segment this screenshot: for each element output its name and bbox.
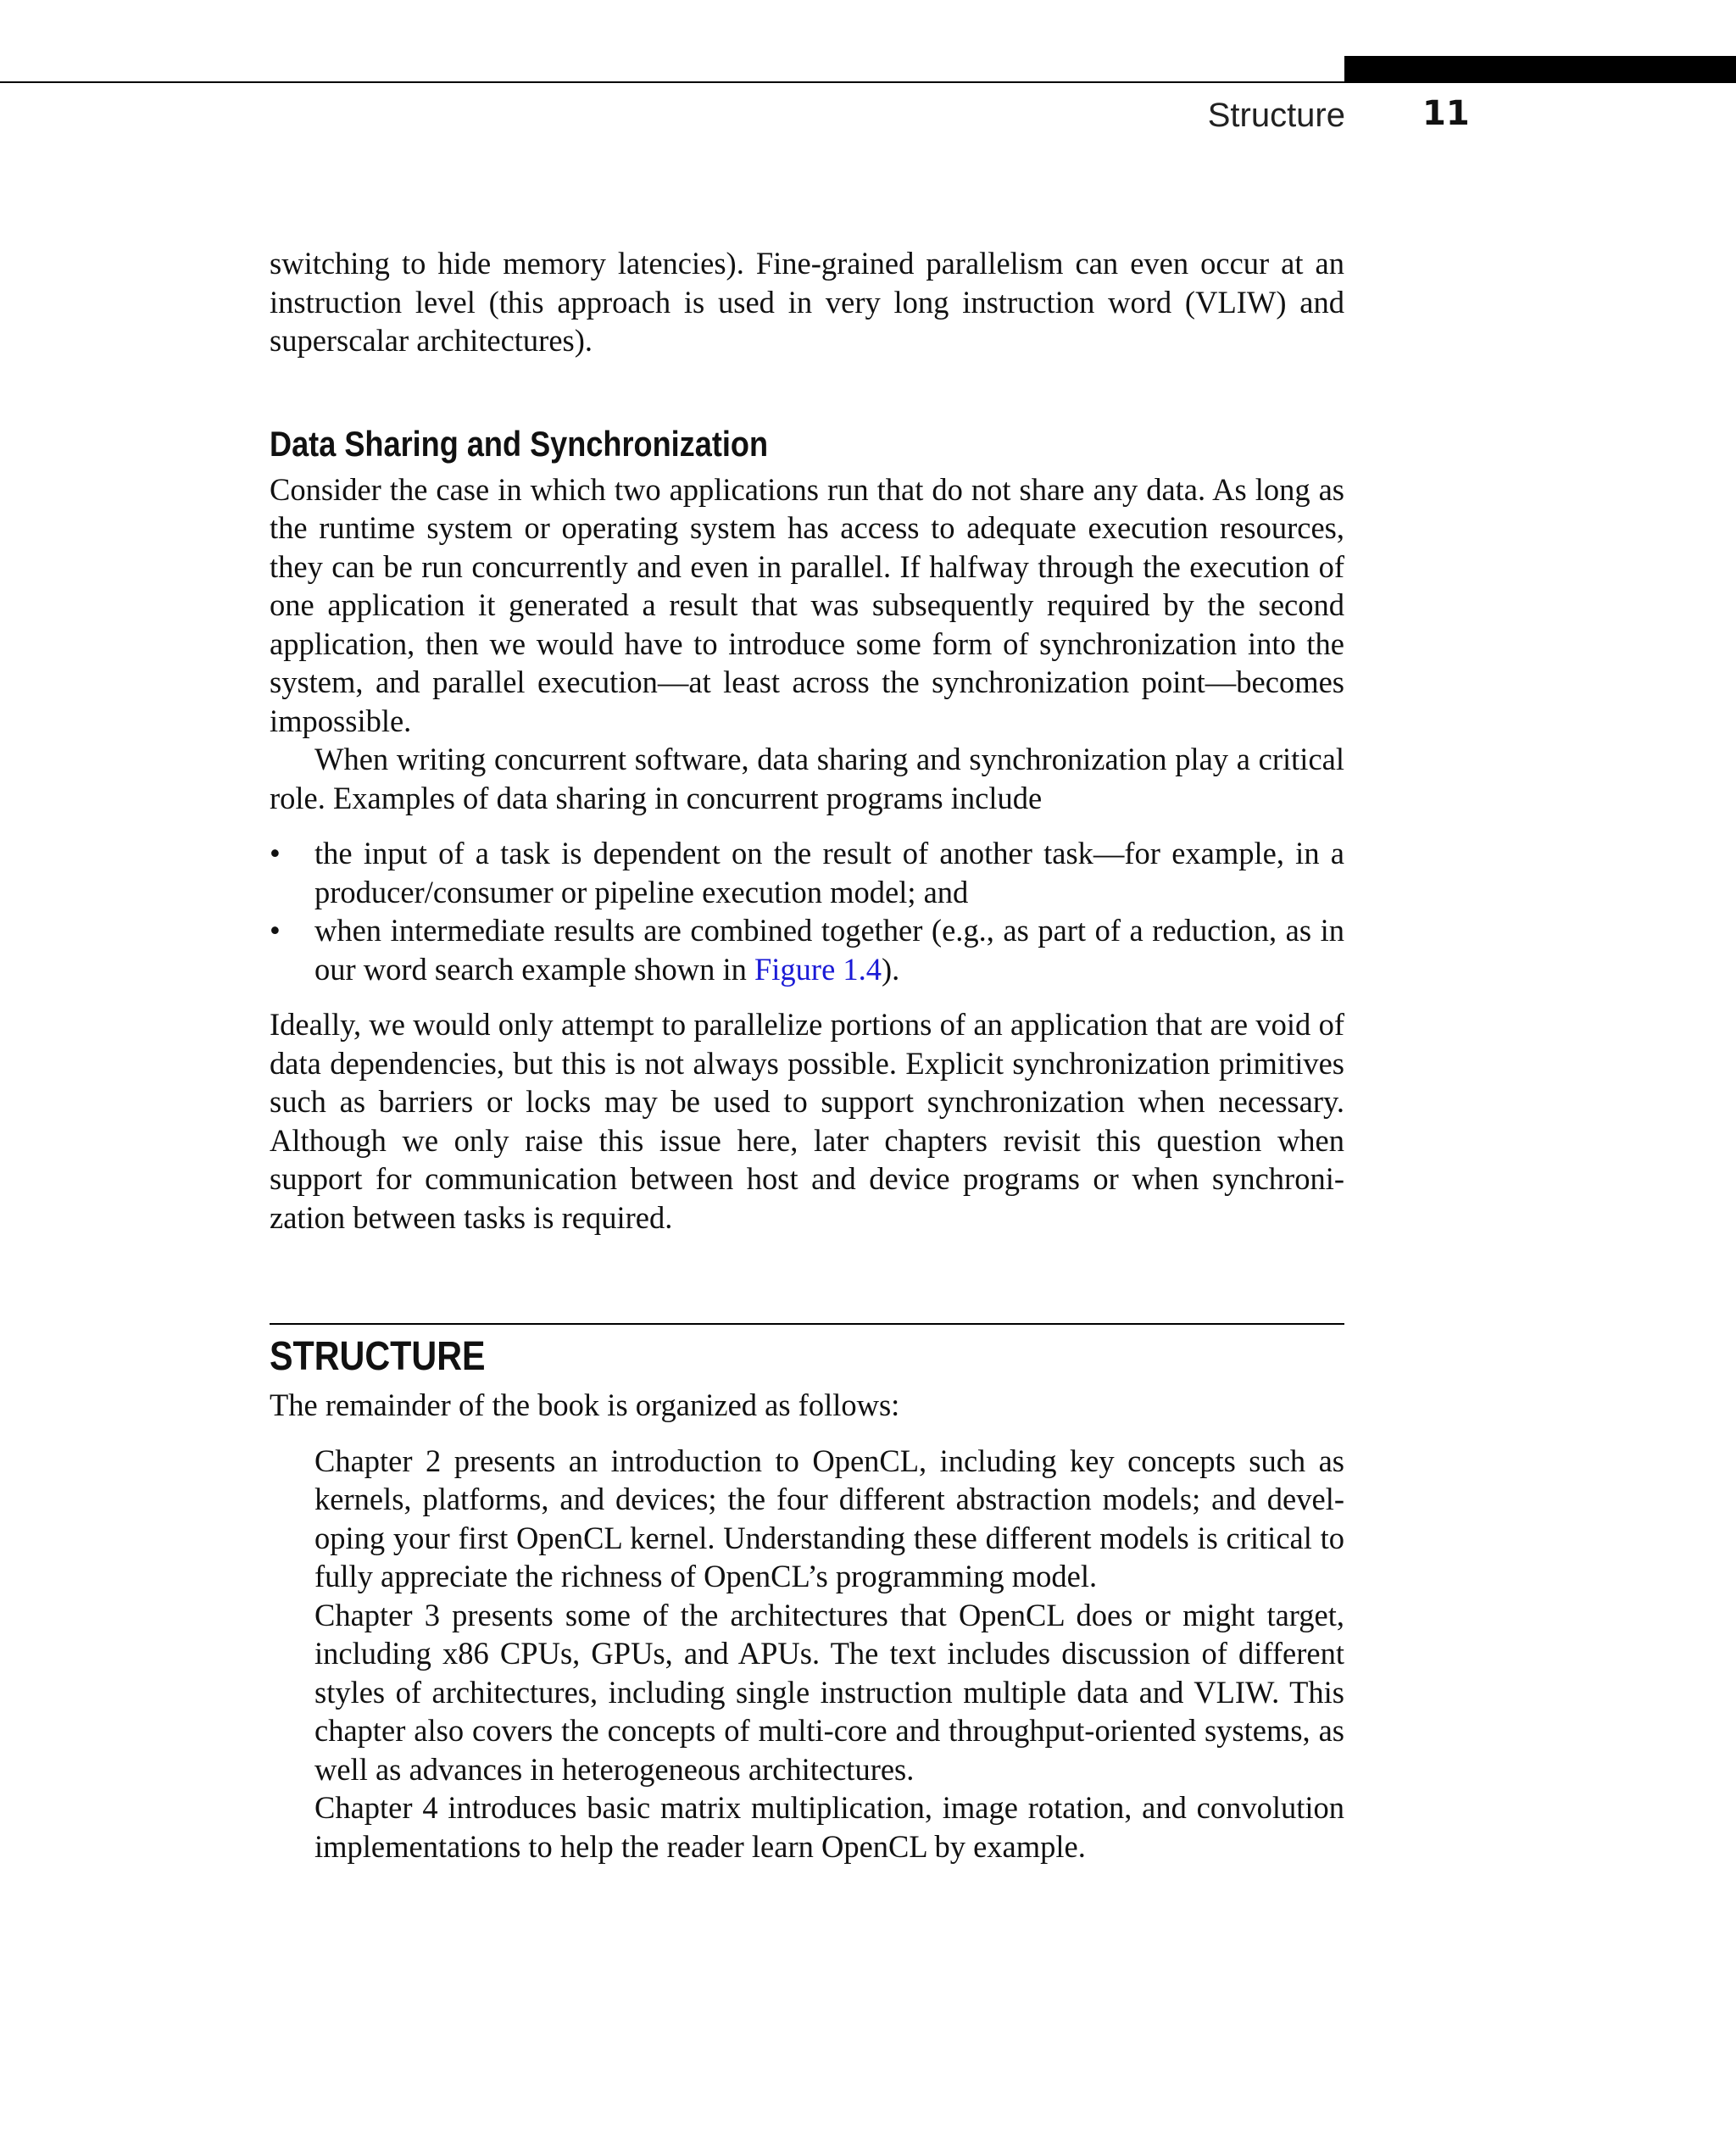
- data-sharing-paragraph-3: Ideally, we would only attempt to parallelize portions of an application that are void of data dependencies, but this is not always possible. Explicit synchronization primitives such as barriers or locks may be used to support synchronization when necessary. Although we only raise this issue here, later chapters revisit this question when support for communication between host and device programs or when synchronization between tasks is required.: [270, 1007, 1344, 1235]
- running-head-title: Structure: [1207, 97, 1345, 134]
- data-sharing-bullet-list: [270, 834, 1344, 988]
- data-sharing-paragraph-2: When writing concurrent software, data sharing and synchronization play a critical role. Examples of data sharing in concurrent programs include: [270, 742, 1344, 815]
- page-number: 11: [1422, 94, 1470, 133]
- bullet-icon: •: [270, 913, 281, 948]
- section-heading-structure: STRUCTURE: [270, 1334, 486, 1379]
- chapter-4-description: Chapter 4 introduces basic matrix multiplication, image rotation, and convolution implementations to help the reader learn OpenCL by example.: [314, 1790, 1344, 1864]
- data-sharing-paragraph-1: Consider the case in which two applications run that do not share any data. As long as the runtime system or operating system has access to adequate execution resources, they can be run concurrently and even in parallel. If halfway through the execution of one application it generated a result that was subsequently required by the second application, then we would have to introduce some form of synchronization into the system, and parallel execution—at least across the synchronization point—becomes impossible.: [270, 471, 1344, 738]
- list-item: [270, 834, 1344, 911]
- bullet-text-start: when intermediate results are combined together (e.g., as part of a reduction, as in our word search example shown in: [314, 913, 1344, 987]
- bullet-text: the input of a task is dependent on the result of another task—for example, in a producer/consumer or pipeline execution model; and: [314, 836, 1344, 909]
- bullet-icon: •: [270, 836, 281, 870]
- chapter-3-description: Chapter 3 presents some of the architectures that OpenCL does or might target, including x86 CPUs, GPUs, and APUs. The text includes discussion of different styles of architectures, including single instruction multiple data and VLIW. This chapter also covers the concepts of multi-core and throughput-oriented systems, as well as advances in heterogeneous architectures.: [314, 1597, 1344, 1787]
- page-body: [270, 244, 1344, 1866]
- list-item: [270, 911, 1344, 988]
- section-heading-data-sharing: Data Sharing and Synchronization: [270, 423, 769, 464]
- header-thumb-bar: [1344, 56, 1736, 83]
- chapter-list: [270, 1442, 1344, 1866]
- bullet-text-end: ).: [882, 951, 900, 987]
- intro-continuation-paragraph: switching to hide memory latencies). Fine-grained parallelism can even occur at an instruction level (this approach is used in very long instruction word (VLIW) and superscalar architectures).: [270, 246, 1344, 358]
- figure-1-4-link[interactable]: Figure 1.4: [754, 951, 882, 987]
- chapter-2-description: Chapter 2 presents an introduction to OpenCL, including key concepts such as kernels, platforms, and devices; the four different abstraction models; and developing your first OpenCL kernel. Understanding these different models is critical to fully appreciate the richness of OpenCL’s programming model.: [314, 1443, 1344, 1593]
- structure-intro: The remainder of the book is organized as follows:: [270, 1387, 900, 1422]
